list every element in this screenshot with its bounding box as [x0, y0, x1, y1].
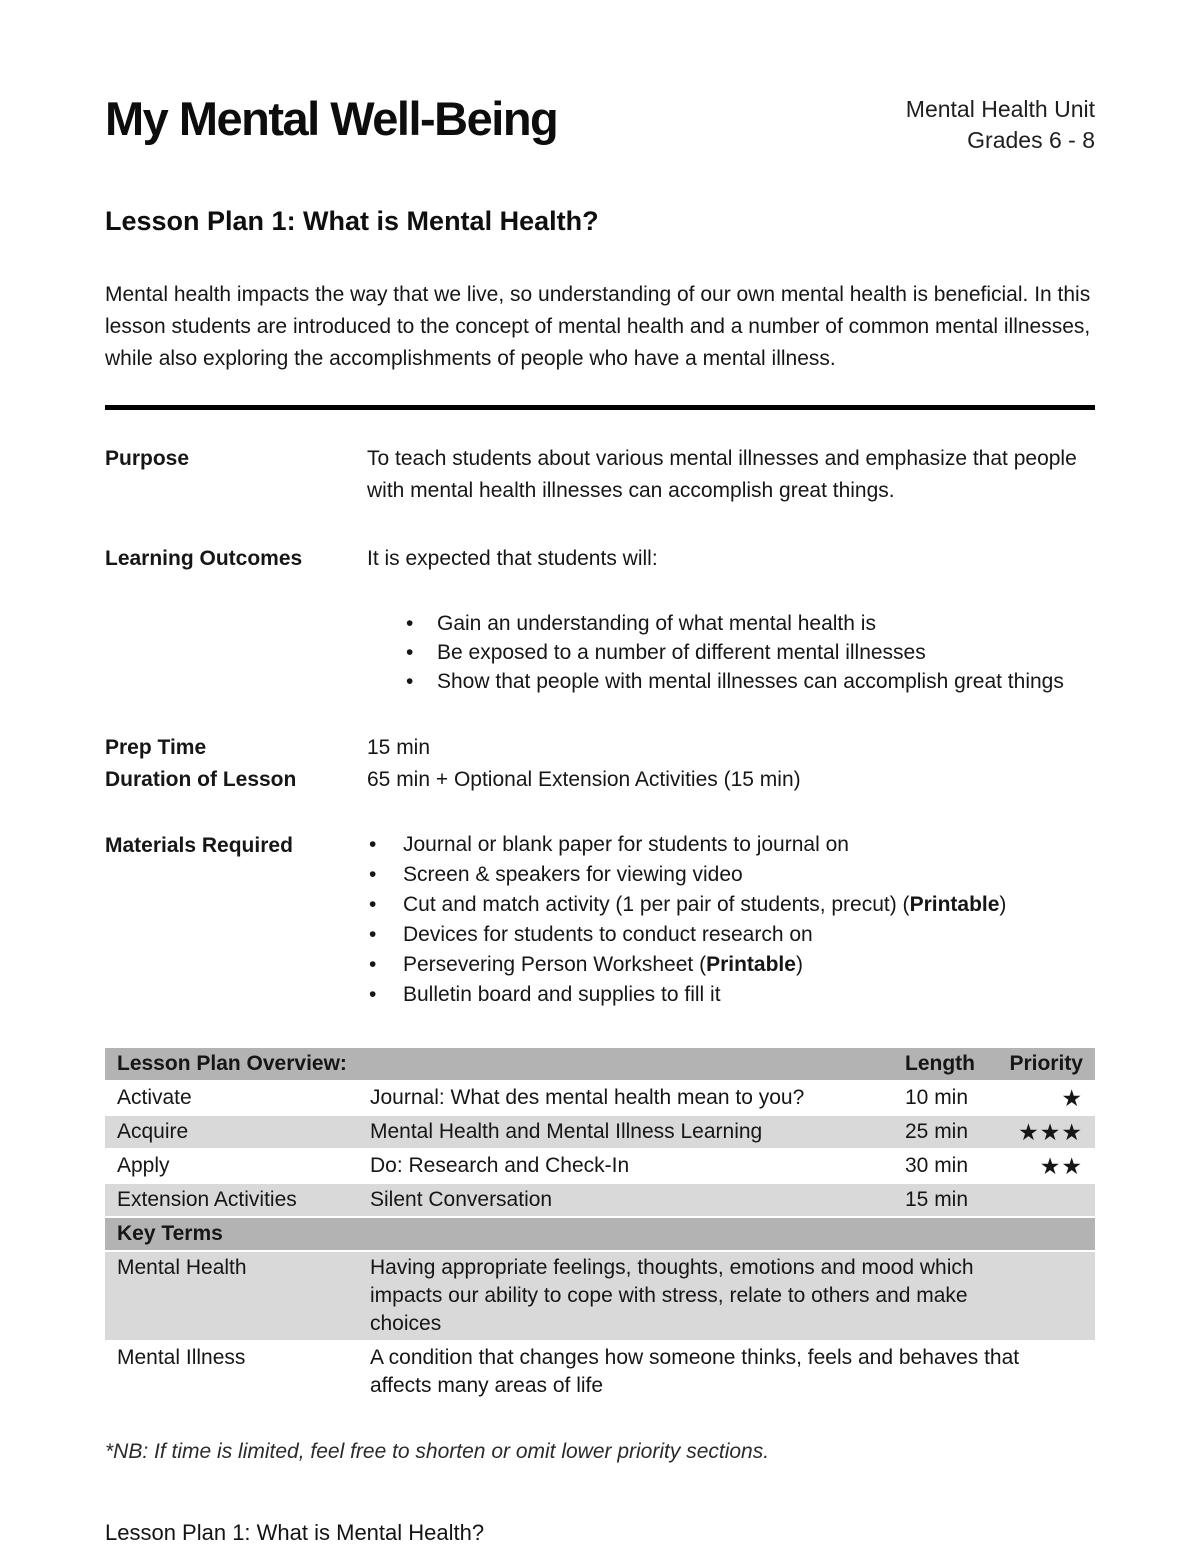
priority-column-header: Priority [1009, 1052, 1083, 1076]
materials-label: Materials Required [105, 834, 293, 858]
learning-outcomes-label: Learning Outcomes [105, 547, 303, 571]
key-term-row [105, 1342, 1095, 1402]
divider-rule [105, 405, 1095, 410]
list-item: • Bulletin board and supplies to fill it [369, 980, 1095, 1010]
page-title: My Mental Well-Being [105, 92, 558, 145]
lesson-details [105, 443, 1095, 1010]
lesson-intro: Mental health impacts the way that we live, so understanding of our own mental health is beneficial. In this lesson students are introduced to the concept of mental health and a number of common mental illnesses, while also exploring the accomplishments of people who have a mental illness. [105, 283, 1091, 371]
table-row: Activate Journal: What des mental health mean to you? 10 min ★ [105, 1082, 1095, 1116]
list-item: • Show that people with mental illnesses can accomplish great things [406, 667, 1095, 696]
list-item: • Be exposed to a number of different mental illnesses [406, 638, 1095, 667]
prep-time-row [105, 732, 1095, 764]
key-terms-header-row [105, 1218, 1095, 1252]
table-row: Extension Activities Silent Conversation 15 min [105, 1184, 1095, 1218]
duration-value: 65 min + Optional Extension Activities (15 min) [367, 768, 801, 792]
priority-stars: ★ [1061, 1085, 1083, 1112]
grades-label: Grades 6 - 8 [967, 127, 1095, 154]
list-item: • Gain an understanding of what mental health is [406, 609, 1095, 638]
term-name: Mental Health [117, 1256, 247, 1280]
key-terms-label: Key Terms [117, 1222, 223, 1246]
priority-footnote: *NB: If time is limited, feel free to shorten or omit lower priority sections. [105, 1440, 770, 1464]
list-item: • Journal or blank paper for students to journal on [369, 830, 1095, 860]
document-header [105, 92, 1095, 156]
table-row: Acquire Mental Health and Mental Illness Learning 25 min ★★★ [105, 1116, 1095, 1150]
key-term-row [105, 1252, 1095, 1342]
materials-row [105, 830, 1095, 1010]
list-item: • Devices for students to conduct research on [369, 920, 1095, 950]
table-row: Apply Do: Research and Check-In 30 min ★★ [105, 1150, 1095, 1184]
term-definition: A condition that changes how someone thinks, feels and behaves that affects many areas of life [370, 1346, 1020, 1398]
learning-outcomes-content [367, 543, 1095, 696]
learning-outcomes-row [105, 543, 1095, 696]
unit-label: Mental Health Unit [905, 96, 1095, 122]
priority-stars: ★★ [1039, 1153, 1083, 1180]
outcomes-intro: It is expected that students will: [367, 547, 658, 571]
purpose-row [105, 443, 1095, 507]
purpose-label: Purpose [105, 447, 190, 471]
priority-stars: ★★★ [1018, 1119, 1083, 1146]
priority-stars [995, 1184, 1095, 1216]
length-column-header: Length [905, 1052, 975, 1076]
list-item: • Cut and match activity (1 per pair of students, precut) (Printable) [369, 890, 1095, 920]
duration-row [105, 764, 1095, 796]
outcomes-list [367, 609, 1095, 696]
materials-content [367, 830, 1095, 1010]
materials-list [367, 830, 1095, 1010]
term-definition: Having appropriate feelings, thoughts, emotions and mood which impacts our ability to cope with stress, relate to others and make choices [370, 1256, 974, 1336]
list-item: • Screen & speakers for viewing video [369, 860, 1095, 890]
overview-title: Lesson Plan Overview: [117, 1052, 347, 1076]
term-name: Mental Illness [117, 1346, 246, 1370]
lesson-plan-overview-table [105, 1048, 1095, 1402]
lesson-heading: Lesson Plan 1: What is Mental Health? [105, 206, 599, 237]
table-header-row [105, 1048, 1095, 1082]
prep-time-value: 15 min [367, 736, 431, 760]
unit-block [906, 92, 1095, 156]
page-footer: Lesson Plan 1: What is Mental Health? [105, 1520, 485, 1546]
list-item: • Persevering Person Worksheet (Printable) [369, 950, 1095, 980]
duration-label: Duration of Lesson [105, 768, 297, 792]
prep-time-label: Prep Time [105, 736, 207, 760]
purpose-text: To teach students about various mental illnesses and emphasize that people with mental health illnesses can accomplish great things. [367, 447, 1077, 503]
